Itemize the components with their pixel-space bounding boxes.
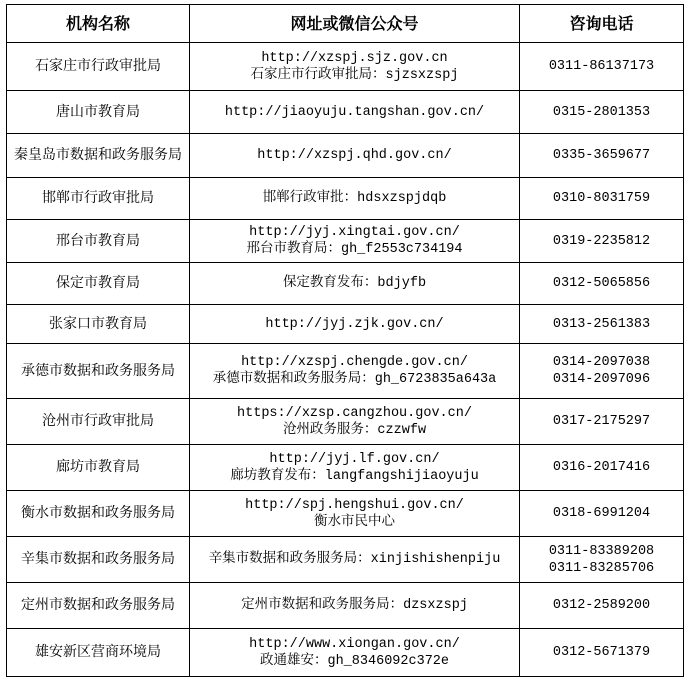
agency-name: 辛集市数据和政务服务局 [7,537,190,583]
website-or-wechat [190,178,520,220]
website-link[interactable]: http://jyj.zjk.gov.cn/ [265,316,444,332]
website-or-wechat [190,583,520,629]
table-row [7,305,684,344]
website-link[interactable]: http://spj.hengshui.gov.cn/ [245,497,464,513]
website-or-wechat [190,491,520,537]
wechat-account: 邯郸行政审批：hdsxzspjdqb [262,191,447,206]
wechat-account: 邢台市教育局：gh_f2553c734194 [246,242,463,257]
website-or-wechat [190,91,520,134]
website-link[interactable]: http://jiaoyuju.tangshan.gov.cn/ [224,104,485,120]
wechat-account: 定州市数据和政务服务局：dzsxzspj [241,598,468,613]
table-row [7,220,684,263]
header-website-wechat: 网址或微信公众号 [190,5,520,43]
phone-number: 0317-2175297 [552,414,651,429]
phone-number: 0314-2097096 [552,372,651,387]
phone-number: 0311-83389208 [548,543,655,559]
table-row [7,43,684,91]
wechat-account: 衡水市民中心 [314,514,395,530]
wechat-account: 保定教育发布：bdjyfb [282,276,427,291]
agency-name: 唐山市教育局 [7,91,190,134]
phone-cell [520,491,684,537]
agency-name: 邯郸市行政审批局 [7,178,190,220]
wechat-account: 政通雄安：gh_8346092c372e [259,653,450,669]
agency-name: 沧州市行政审批局 [7,399,190,445]
phone-number: 0313-2561383 [552,316,651,332]
phone-cell [520,344,684,399]
table-row [7,629,684,677]
phone-cell [520,91,684,134]
table-row [7,445,684,491]
table-row [7,134,684,178]
phone-cell [520,399,684,445]
wechat-account: 承德市数据和政务服务局：gh_6723835a643a [212,372,497,387]
agency-name: 衡水市数据和政务服务局 [7,491,190,537]
website-or-wechat [190,445,520,491]
agency-name: 秦皇岛市数据和政务服务局 [7,134,190,178]
phone-number: 0318-6991204 [552,506,651,521]
phone-number: 0314-2097038 [552,355,651,370]
agency-name: 廊坊市教育局 [7,445,190,491]
phone-number: 0311-83285706 [548,560,655,576]
wechat-account: 沧州政务服务：czzwfw [282,422,427,438]
phone-cell [520,445,684,491]
phone-number: 0319-2235812 [552,233,651,249]
phone-number: 0312-5671379 [552,645,651,660]
table-row [7,583,684,629]
table-row [7,91,684,134]
phone-number: 0311-86137173 [548,59,655,74]
table-row [7,399,684,445]
website-link[interactable]: http://xzspj.sjz.gov.cn [261,50,448,66]
table-row [7,491,684,537]
header-agency-name: 机构名称 [7,5,190,43]
website-or-wechat [190,305,520,344]
website-or-wechat [190,399,520,445]
agency-contact-table [6,4,684,677]
website-link[interactable]: http://jyj.xingtai.gov.cn/ [249,225,460,240]
header-phone: 咨询电话 [520,5,684,43]
phone-cell [520,629,684,677]
phone-cell [520,583,684,629]
phone-number: 0312-5065856 [552,276,651,291]
wechat-account: 辛集市数据和政务服务局：xinjishishenpiju [208,552,501,567]
phone-cell [520,178,684,220]
agency-name: 石家庄市行政审批局 [7,43,190,91]
website-or-wechat [190,537,520,583]
phone-cell [520,43,684,91]
website-or-wechat [190,629,520,677]
phone-number: 0315-2801353 [552,104,651,120]
agency-name: 定州市数据和政务服务局 [7,583,190,629]
website-link[interactable]: http://xzspj.chengde.gov.cn/ [241,355,468,370]
table-row [7,344,684,399]
agency-name: 保定市教育局 [7,263,190,305]
website-or-wechat [190,344,520,399]
website-link[interactable]: https://xzsp.cangzhou.gov.cn/ [237,405,472,421]
phone-number: 0312-2589200 [552,598,651,613]
website-or-wechat [190,43,520,91]
website-link[interactable]: http://jyj.lf.gov.cn/ [269,451,440,467]
agency-name: 邢台市教育局 [7,220,190,263]
wechat-account: 廊坊教育发布：langfangshijiaoyuju [230,468,479,484]
table-row [7,263,684,305]
phone-number: 0335-3659677 [552,148,651,163]
table-row [7,178,684,220]
phone-cell [520,220,684,263]
wechat-account: 石家庄市行政审批局：sjzsxzspj [250,67,459,83]
table-row [7,537,684,583]
phone-number: 0316-2017416 [552,460,651,475]
website-or-wechat [190,263,520,305]
header-row [7,5,684,43]
phone-cell [520,537,684,583]
agency-name: 雄安新区营商环境局 [7,629,190,677]
website-link[interactable]: http://xzspj.qhd.gov.cn/ [257,148,452,163]
website-or-wechat [190,220,520,263]
agency-name: 张家口市教育局 [7,305,190,344]
website-link[interactable]: http://www.xiongan.gov.cn/ [249,636,460,652]
phone-cell [520,305,684,344]
phone-cell [520,134,684,178]
agency-name: 承德市数据和政务服务局 [7,344,190,399]
phone-number: 0310-8031759 [552,191,651,206]
phone-cell [520,263,684,305]
website-or-wechat [190,134,520,178]
